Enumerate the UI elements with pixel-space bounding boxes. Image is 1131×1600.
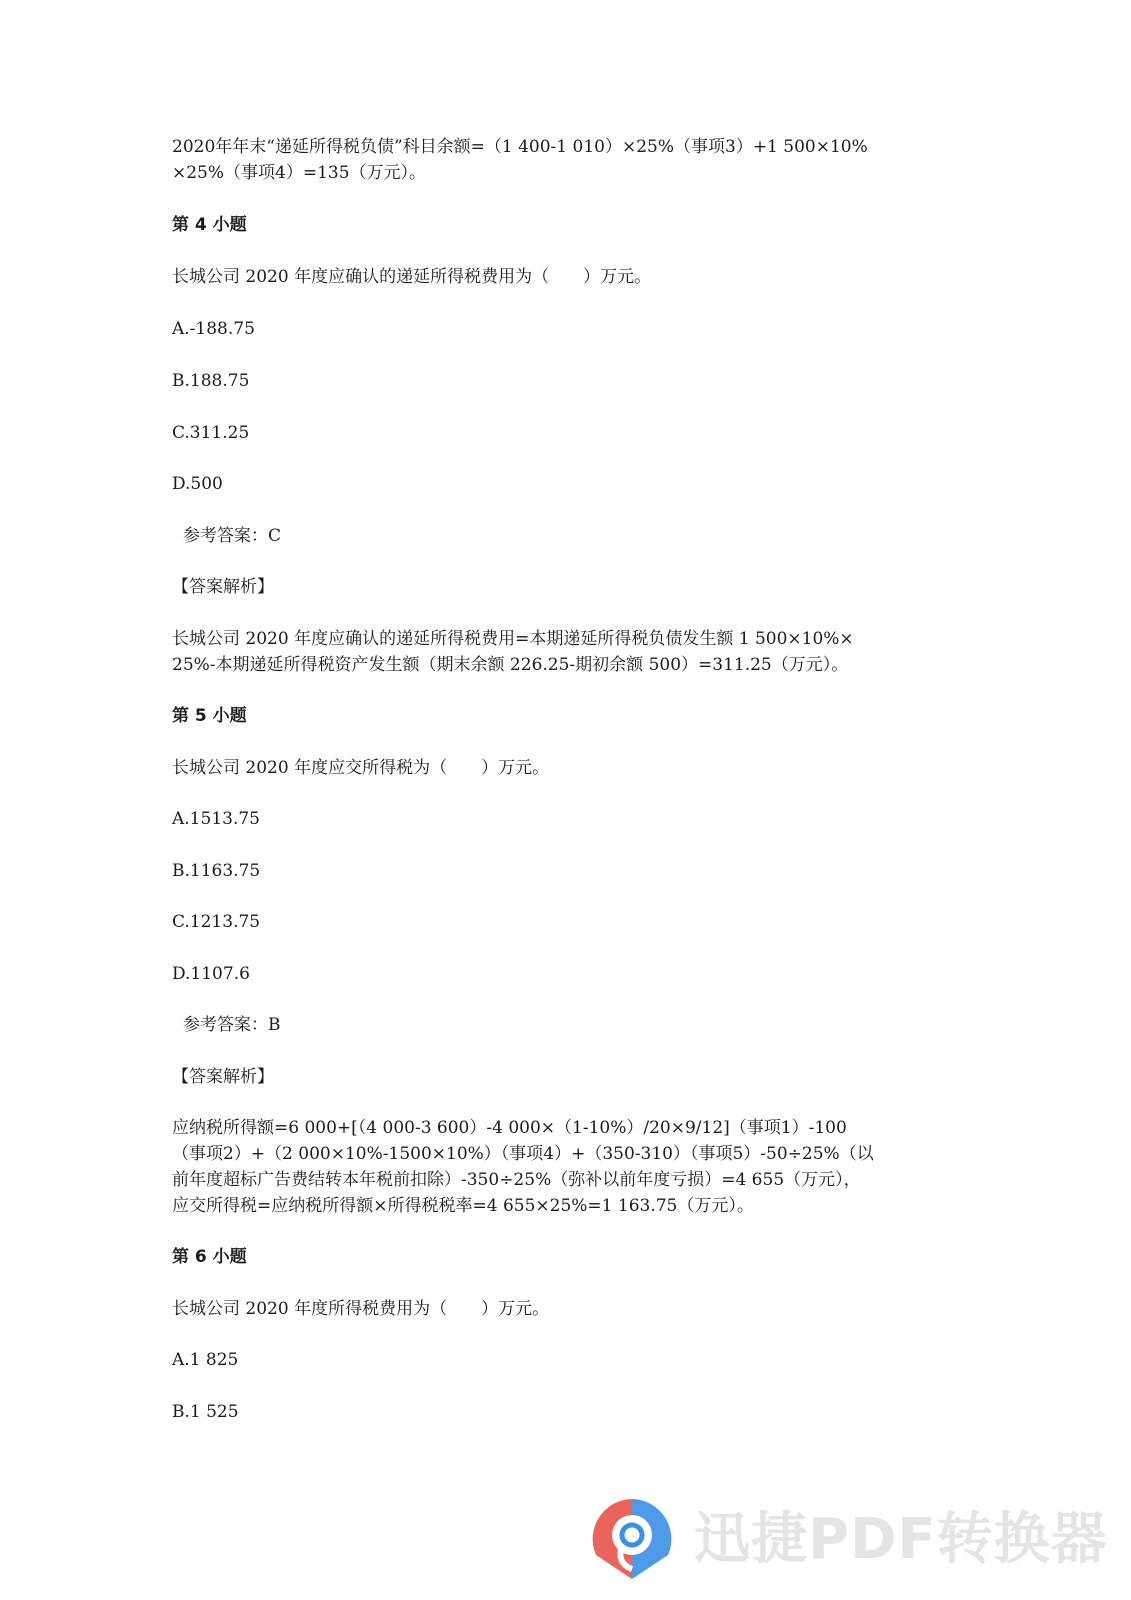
question-6-title: 第 6 小题 [172, 1247, 247, 1267]
question-5-analysis-label: 【答案解析】 [172, 1067, 274, 1087]
question-5-text: 长城公司 2020 年度应交所得税为（ ）万元。 [172, 758, 550, 778]
intro-line-1: 2020年年末“递延所得税负债”科目余额=（1 400-1 010）×25%（事项3）+1 500×10% [172, 137, 868, 157]
question-5-analysis-line-3: 前年度超标广告费结转本年税前扣除）-350÷25%（弥补以前年度亏损）=4 655（万元）， [172, 1170, 861, 1190]
question-6-option-b: B.1 525 [172, 1402, 239, 1422]
question-6-text: 长城公司 2020 年度所得税费用为（ ）万元。 [172, 1299, 550, 1319]
question-5-option-c: C.1213.75 [172, 912, 261, 932]
question-4-answer: 参考答案：C [183, 526, 282, 546]
question-4-option-c: C.311.25 [172, 423, 250, 443]
question-5-option-b: B.1163.75 [172, 861, 261, 881]
question-4-text: 长城公司 2020 年度应确认的递延所得税费用为（ ）万元。 [172, 267, 652, 287]
watermark [586, 1493, 1106, 1589]
question-4-option-a: A.-188.75 [172, 319, 255, 339]
question-4-title: 第 4 小题 [172, 215, 247, 235]
intro-line-2: ×25%（事项4）=135（万元）。 [172, 163, 427, 183]
question-6-option-a: A.1 825 [172, 1350, 239, 1370]
question-4-option-b: B.188.75 [172, 371, 250, 391]
question-4-option-d: D.500 [172, 474, 223, 494]
question-5-title: 第 5 小题 [172, 706, 247, 726]
question-4-analysis-line-1: 长城公司 2020 年度应确认的递延所得税费用=本期递延所得税负债发生额 1 500×10%× [172, 629, 854, 649]
watermark-text: 迅捷PDF转换器 [694, 1507, 1108, 1572]
question-4-analysis-label: 【答案解析】 [172, 577, 274, 597]
question-5-analysis-line-1: 应纳税所得额=6 000+[（4 000-3 600）-4 000×（1-10%）/20×9/12]（事项1）-100 [172, 1118, 847, 1138]
question-5-option-d: D.1107.6 [172, 964, 250, 984]
xunjie-logo-icon [586, 1493, 678, 1585]
question-4-analysis-line-2: 25%-本期递延所得税资产发生额（期末余额 226.25-期初余额 500）=311.25（万元）。 [172, 655, 849, 675]
question-5-option-a: A.1513.75 [172, 809, 260, 829]
question-5-analysis-line-2: （事项2）+（2 000×10%-1500×10%）（事项4）+（350-310）（事项5）-50÷25%（以 [172, 1144, 874, 1164]
question-5-analysis-line-4: 应交所得税=应纳税所得额×所得税税率=4 655×25%=1 163.75（万元）。 [172, 1196, 754, 1216]
question-5-answer: 参考答案：B [183, 1015, 281, 1035]
